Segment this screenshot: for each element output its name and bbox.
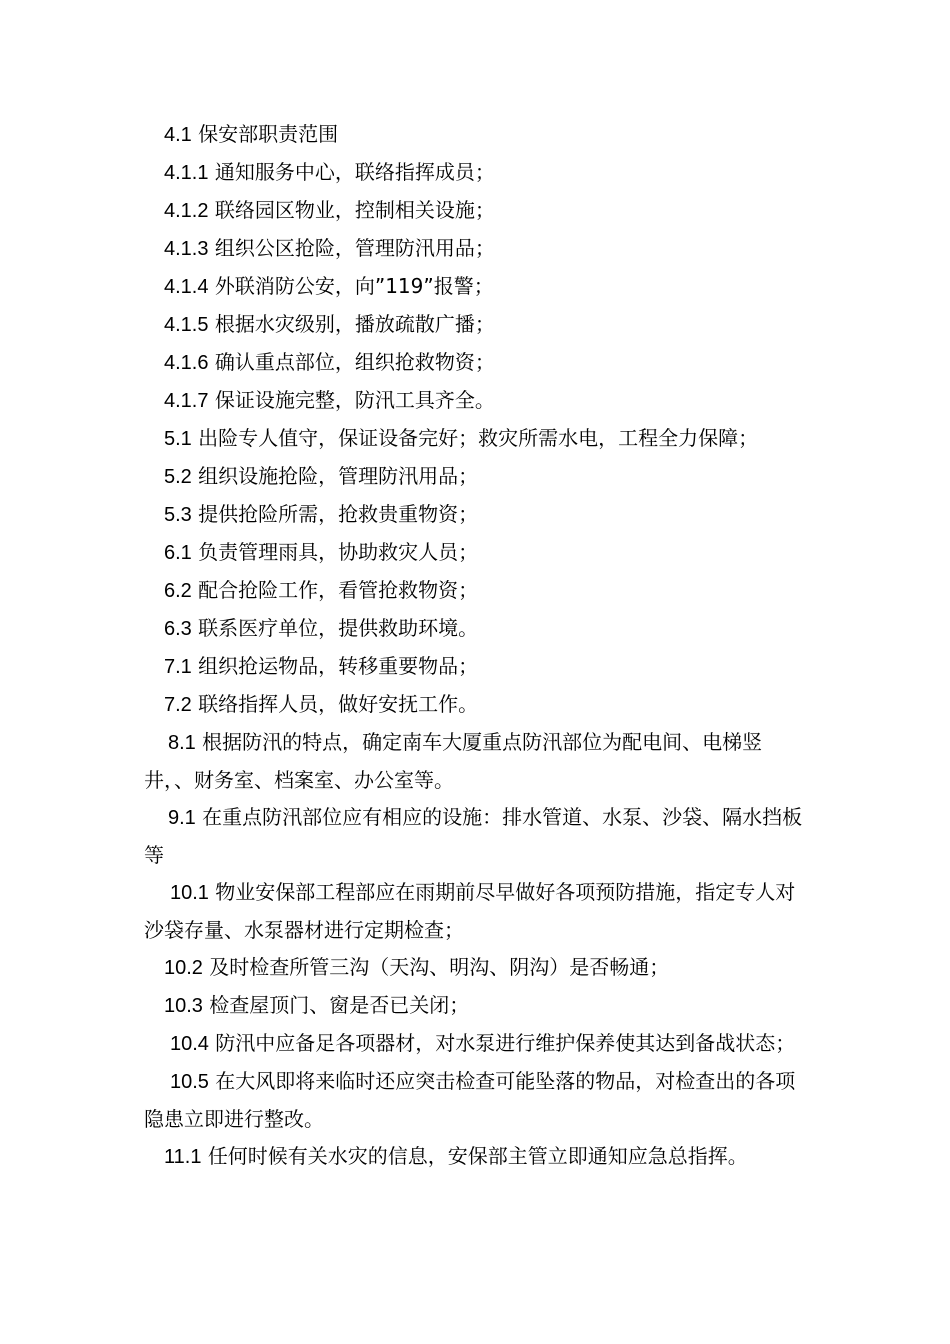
paragraph-number: 11.1 [164, 1146, 202, 1168]
paragraph-4-1-2 [144, 192, 812, 230]
paragraph-8-1 [144, 724, 812, 799]
paragraph-text: 任何时候有关水灾的信息，安保部主管立即通知应急总指挥。 [207, 1144, 748, 1168]
paragraph-4-1-6 [144, 344, 812, 382]
paragraph-text: 根据防汛的特点，确定南车大厦重点防汛部位为配电间、电梯竖井，、财务室、档案室、办公室等。 [144, 730, 763, 792]
paragraph-text: 通知服务中心，联络指挥成员； [214, 160, 495, 184]
paragraph-number: 8.1 [168, 732, 196, 754]
paragraph-10-1 [144, 874, 812, 949]
paragraph-text: 出险专人值守，保证设备完好；救灾所需水电，工程全力保障； [198, 426, 759, 450]
paragraph-number: 10.5 [170, 1071, 209, 1093]
paragraph-number: 5.2 [164, 466, 192, 488]
paragraph-6-2 [144, 572, 812, 610]
paragraph-number: 4.1 [164, 124, 192, 146]
paragraph-number: 10.4 [170, 1033, 209, 1055]
paragraph-text: 联络园区物业，控制相关设施； [214, 198, 495, 222]
paragraph-number: 4.1.4 [164, 276, 209, 298]
paragraph-number: 10.1 [170, 882, 209, 904]
paragraph-11-1 [144, 1138, 812, 1176]
paragraph-4-1 [144, 116, 812, 154]
paragraph-text: 在大风即将来临时还应突击检查可能坠落的物品，对检查出的各项隐患立即进行整改。 [144, 1069, 796, 1131]
paragraph-number: 10.3 [164, 995, 203, 1017]
document-body [144, 116, 812, 1176]
paragraph-6-1 [144, 534, 812, 572]
paragraph-4-1-3 [144, 230, 812, 268]
paragraph-number: 9.1 [168, 807, 196, 829]
paragraph-number: 7.1 [164, 656, 192, 678]
paragraph-text: 保证设施完整，防汛工具齐全。 [214, 388, 495, 412]
paragraph-text: 组织公区抢险，管理防汛用品； [214, 236, 495, 260]
paragraph-5-1 [144, 420, 812, 458]
paragraph-4-1-4 [144, 268, 812, 306]
paragraph-number: 7.2 [164, 694, 192, 716]
paragraph-10-3 [144, 987, 812, 1025]
paragraph-number: 5.1 [164, 428, 192, 450]
paragraph-10-2 [144, 949, 812, 987]
paragraph-4-1-1 [144, 154, 812, 192]
paragraph-number: 10.2 [164, 957, 203, 979]
paragraph-number: 4.1.6 [164, 352, 209, 374]
paragraph-text: 保安部职责范围 [198, 122, 339, 146]
paragraph-text: 负责管理雨具，协助救灾人员； [198, 540, 479, 564]
paragraph-text: 配合抢险工作，看管抢救物资； [198, 578, 479, 602]
paragraph-number: 6.3 [164, 618, 192, 640]
paragraph-4-1-5 [144, 306, 812, 344]
paragraph-9-1 [144, 799, 812, 874]
paragraph-number: 6.2 [164, 580, 192, 602]
paragraph-number: 4.1.5 [164, 314, 209, 336]
paragraph-number: 6.1 [164, 542, 192, 564]
paragraph-4-1-7 [144, 382, 812, 420]
paragraph-10-5 [144, 1063, 812, 1138]
paragraph-number: 4.1.7 [164, 390, 209, 412]
paragraph-number: 5.3 [164, 504, 192, 526]
paragraph-text: 提供抢险所需，抢救贵重物资； [198, 502, 479, 526]
paragraph-number: 4.1.3 [164, 238, 209, 260]
paragraph-text: 防汛中应备足各项器材，对水泵进行维护保养使其达到备战状态； [215, 1031, 796, 1055]
paragraph-text: 在重点防汛部位应有相应的设施：排水管道、水泵、沙袋、隔水挡板等 [144, 805, 803, 867]
paragraph-text: 联络指挥人员，做好安抚工作。 [198, 692, 479, 716]
paragraph-5-3 [144, 496, 812, 534]
paragraph-text: 确认重点部位，组织抢救物资； [214, 350, 495, 374]
paragraph-text: 联系医疗单位，提供救助环境。 [198, 616, 479, 640]
paragraph-10-4 [144, 1025, 812, 1063]
paragraph-text: 检查屋顶门、窗是否已关闭； [209, 993, 470, 1017]
paragraph-text: 组织抢运物品，转移重要物品； [198, 654, 479, 678]
paragraph-text: 外联消防公安，向”119”报警； [214, 274, 494, 298]
paragraph-text: 及时检查所管三沟（天沟、明沟、阴沟）是否畅通； [209, 955, 670, 979]
paragraph-6-3 [144, 610, 812, 648]
paragraph-5-2 [144, 458, 812, 496]
paragraph-7-2 [144, 686, 812, 724]
paragraph-7-1 [144, 648, 812, 686]
paragraph-text: 组织设施抢险，管理防汛用品； [198, 464, 479, 488]
paragraph-number: 4.1.1 [164, 162, 209, 184]
paragraph-number: 4.1.2 [164, 200, 209, 222]
paragraph-text: 物业安保部工程部应在雨期前尽早做好各项预防措施，指定专人对沙袋存量、水泵器材进行定期检查； [144, 880, 796, 942]
paragraph-text: 根据水灾级别，播放疏散广播； [214, 312, 495, 336]
